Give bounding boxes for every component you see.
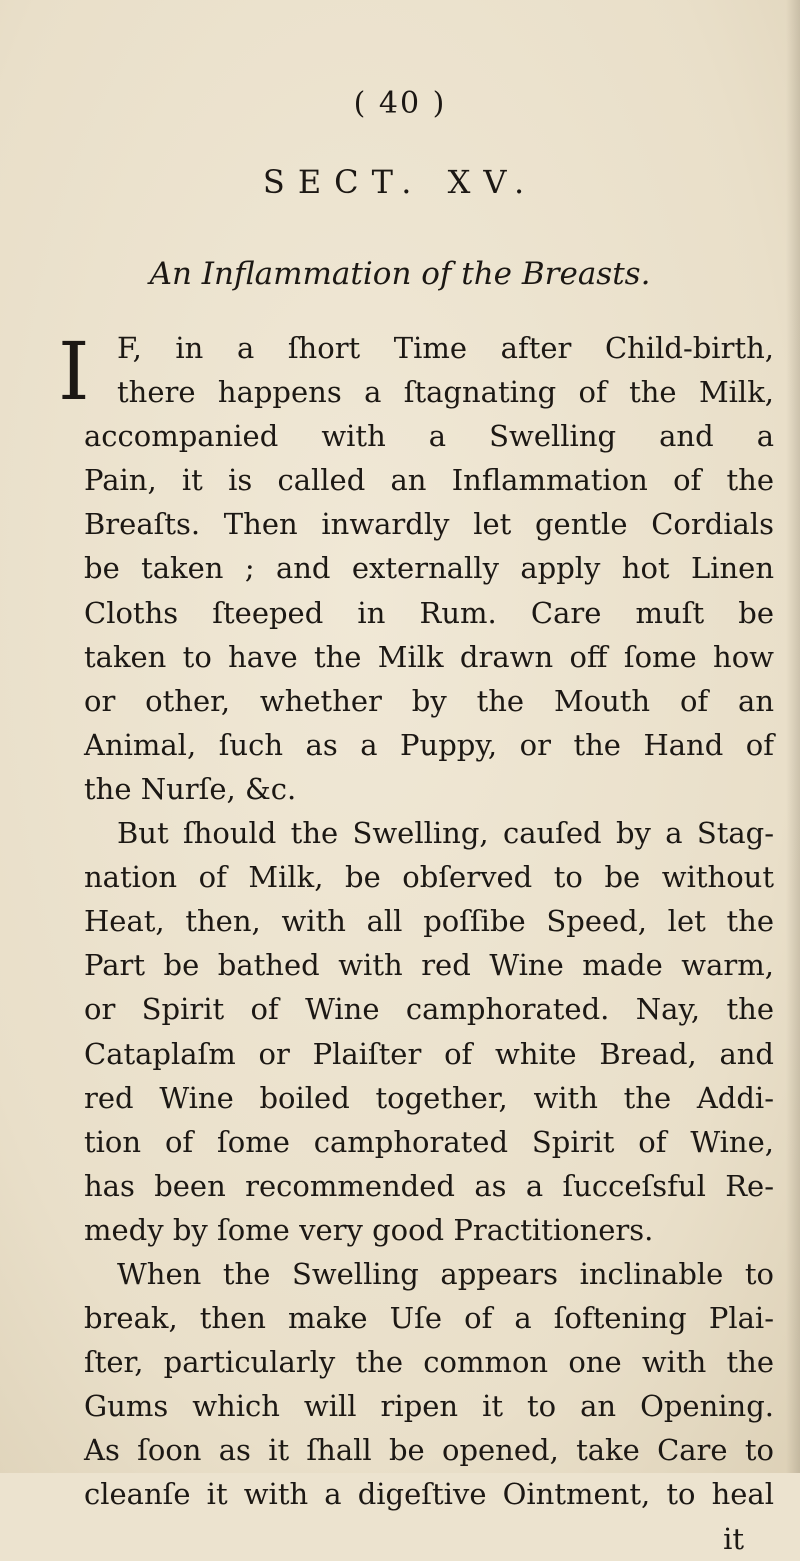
text-line: Animal, ſuch as a Puppy, or the Hand of [84,727,774,762]
text-line: cleanſe it with a digeſtive Ointment, to heal [84,1477,774,1512]
text-line: F, in a ſhort Time after Child-birth, [117,331,774,365]
text-line: Pain, it is called an Inflammation of the [84,463,774,498]
text-line: As ſoon as it ſhall be opened, take Care to [84,1433,774,1468]
section-subtitle: An Inflammation of the Breasts. [149,256,651,292]
text-line: there happens a ſtagnating of the Milk, [117,375,774,410]
text-line: Part be bathed with red Wine made warm, [84,948,774,983]
catchword: it [723,1521,744,1556]
body-text [58,325,774,1561]
text-line: nation of Milk, be obſerved to be without [84,860,774,895]
text-line: Breaſts. Then inwardly let gentle Cordials [84,507,774,542]
text-line: or other, whether by the Mouth of an [84,683,774,718]
text-line: be taken ; and externally apply hot Linen [84,551,774,586]
text-line: break, then make Uſe of a ſoftening Plai- [84,1301,774,1336]
text-line: accompanied with a Swelling and a [84,419,774,454]
text-line: Cataplaſm or Plaiſter of white Bread, and [84,1036,774,1071]
text-line: Cloths ſteeped in Rum. Care muſt be [84,595,774,630]
text-line: or Spirit of Wine camphorated. Nay, the [84,992,774,1027]
text-line: Heat, then, with all poſſibe Speed, let the [84,904,774,939]
page-number: ( 40 ) [353,86,447,121]
text-line: When the Swelling appears inclinable to [117,1256,774,1291]
section-heading: SECT. XV. [262,163,538,201]
text-line: But ſhould the Swelling, cauſed by a Stag- [117,816,774,851]
text-line: red Wine boiled together, with the Addi- [84,1080,774,1115]
text-line: Gums which will ripen it to an Opening. [84,1389,774,1424]
text-line: ſter, particularly the common one with the [84,1345,774,1380]
drop-cap: I [58,325,90,418]
text-line: tion of ſome camphorated Spirit of Wine, [84,1124,774,1159]
text-line: medy by ſome very good Practitioners. [84,1212,654,1247]
text-line: the Nurſe, &c. [84,771,297,806]
page-edge-shadow [786,0,800,1473]
text-line: taken to have the Milk drawn off ſome how [84,639,774,674]
text-line: has been recommended as a ſucceſsful Re- [84,1168,774,1203]
